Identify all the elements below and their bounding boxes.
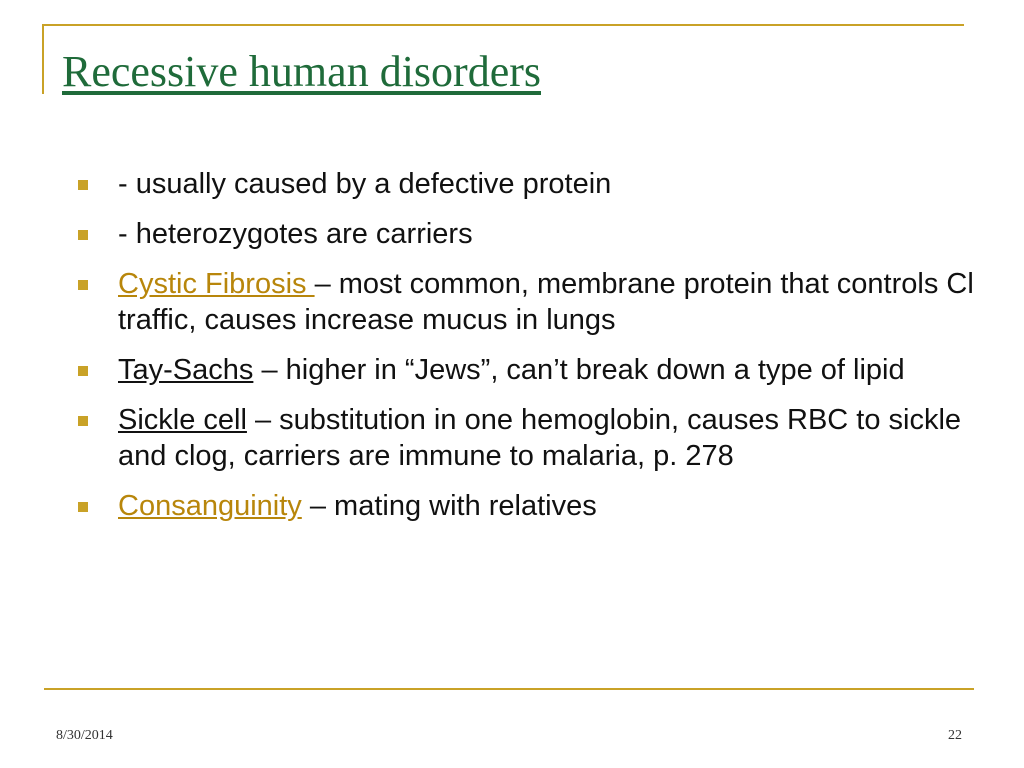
cystic-fibrosis-link[interactable]: Cystic Fibrosis <box>118 268 315 300</box>
square-bullet-icon <box>78 280 88 290</box>
square-bullet-icon <box>78 366 88 376</box>
slide-title: Recessive human disorders <box>62 47 541 96</box>
bullet-item <box>78 402 978 474</box>
tay-sachs-term: Tay-Sachs <box>118 354 254 386</box>
bullet-text: – higher in “Jews”, can’t break down a type of lipid <box>253 354 905 386</box>
bullet-list <box>78 166 978 538</box>
footer-rule <box>44 688 974 690</box>
bullet-item <box>78 488 978 524</box>
bullet-text: - heterozygotes are carriers <box>118 218 473 250</box>
bullet-item <box>78 266 978 338</box>
sickle-cell-term: Sickle cell <box>118 404 247 436</box>
consanguinity-link[interactable]: Consanguinity <box>118 490 302 522</box>
bullet-text: - usually caused by a defective protein <box>118 168 612 200</box>
square-bullet-icon <box>78 230 88 240</box>
bullet-item <box>78 166 978 202</box>
footer-date: 8/30/2014 <box>56 728 113 743</box>
frame-top-rule <box>42 24 964 26</box>
bullet-item <box>78 216 978 252</box>
bullet-text: – mating with relatives <box>301 490 597 522</box>
frame-left-rule <box>42 24 44 94</box>
bullet-text: – substitution in one hemoglobin, causes RBC to sickle and clog, carriers are immune to malaria, p. 278 <box>118 404 962 472</box>
bullet-text: – most common, membrane protein that controls Cl traffic, causes increase mucus in lungs <box>118 268 974 336</box>
bullet-item <box>78 352 978 388</box>
square-bullet-icon <box>78 416 88 426</box>
square-bullet-icon <box>78 180 88 190</box>
page-number: 22 <box>948 728 962 743</box>
square-bullet-icon <box>78 502 88 512</box>
